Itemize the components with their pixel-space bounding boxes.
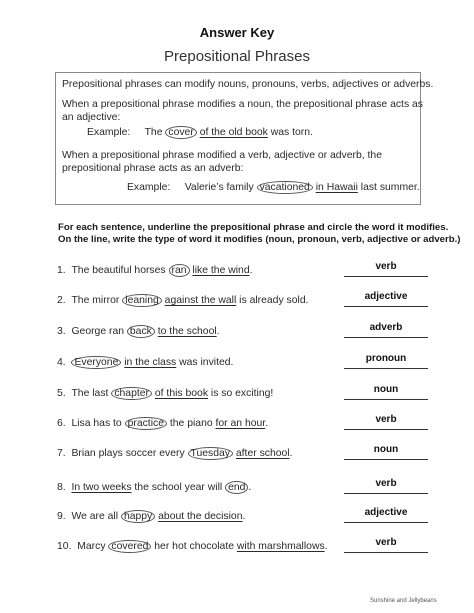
- answer-text: verb: [375, 414, 397, 425]
- example-1-phrase: of the old book: [199, 127, 268, 138]
- sentence-text: 9. We are all happy about the decision.: [57, 511, 246, 522]
- example-1-circled-word: cover: [165, 126, 196, 139]
- sentence-text: 5. The last chapter of this book is so exciting!: [57, 388, 274, 399]
- answer-text: verb: [375, 261, 397, 272]
- sentence-row: [0, 384, 474, 408]
- verb-rule-line-2: prepositional phrase acts as an adverb:: [62, 163, 244, 174]
- sentence-row: [0, 537, 474, 561]
- sentence-text: 6. Lisa has to practice the piano for an hour.: [57, 418, 269, 429]
- sentence-text: 4. Everyone in the class was invited.: [57, 357, 234, 368]
- answer-text: adjective: [364, 507, 408, 518]
- prepositional-phrase: like the wind: [192, 265, 250, 276]
- circled-word: happy: [121, 510, 155, 523]
- answer-text: noun: [373, 444, 399, 455]
- answer-text: verb: [375, 537, 397, 548]
- circled-word: back: [127, 325, 155, 338]
- explanation-box: [55, 72, 434, 205]
- sentence-text: 1. The beautiful horses ran like the wind.: [57, 265, 253, 276]
- circled-word: covered: [108, 540, 151, 553]
- prepositional-phrase: about the decision: [158, 511, 243, 522]
- sentence-text: 8. In two weeks the school year will end .: [57, 482, 252, 493]
- sentence-text: 10. Marcy covered her hot chocolate with marshmallows.: [57, 541, 328, 552]
- circled-word: ran: [169, 264, 190, 277]
- answer-line: [344, 493, 428, 494]
- answer-text: adverb: [369, 322, 403, 333]
- circled-word: Tuesday: [188, 447, 233, 460]
- answer-text: verb: [375, 478, 397, 489]
- example-1-pre: The: [144, 127, 166, 138]
- page-subtitle: Prepositional Phrases: [164, 48, 310, 65]
- example-2-label: Example:: [127, 182, 171, 193]
- answer-line: [344, 399, 428, 400]
- example-2-circled-word: vacationed: [257, 181, 313, 194]
- circled-word: chapter: [111, 387, 152, 400]
- answer-line: [344, 429, 428, 430]
- sentence-row: [0, 414, 474, 438]
- sentence-row: [0, 261, 474, 285]
- sentence-row: [0, 507, 474, 531]
- footer-credit: Sunshine and Jellybeans: [370, 598, 437, 604]
- prepositional-phrase: to the school: [157, 326, 217, 337]
- circled-word: Everyone: [71, 356, 121, 369]
- answer-line: [344, 276, 428, 277]
- example-1-label: Example:: [87, 127, 131, 138]
- example-2-post: last summer.: [357, 182, 420, 193]
- prepositional-phrase: after school: [235, 448, 290, 459]
- sentence-text: 3. George ran back to the school.: [57, 326, 220, 337]
- noun-rule-line-1: When a prepositional phrase modifies a noun, the prepositional phrase acts as: [62, 99, 424, 110]
- prepositional-phrase: in the class: [124, 357, 177, 368]
- instructions-line-1: For each sentence, underline the prepositional phrase and circle the word it modifies.: [58, 222, 449, 233]
- prepositional-phrase: In two weeks: [71, 482, 132, 493]
- prepositional-phrase: against the wall: [164, 295, 237, 306]
- sentence-row: [0, 353, 474, 377]
- sentence-row: [0, 444, 474, 468]
- example-2-pre: Valerie’s family: [184, 182, 257, 193]
- sentence-text: 7. Brian plays soccer every Tuesday after school.: [57, 448, 293, 459]
- instructions-line-2: On the line, write the type of word it modifies (noun, pronoun, verb, adjective or adverb.): [58, 234, 461, 245]
- answer-line: [344, 368, 428, 369]
- circled-word: leaning: [122, 294, 162, 307]
- prepositional-phrase: for an hour: [215, 418, 266, 429]
- sentence-text: 2. The mirror leaning against the wall is already sold.: [57, 295, 309, 306]
- answer-text: noun: [373, 384, 399, 395]
- example-2-phrase: in Hawaii: [315, 182, 358, 193]
- sentence-row: [0, 478, 474, 502]
- verb-rule-line-1: When a prepositional phrase modified a verb, adjective or adverb, the: [62, 150, 382, 161]
- intro-text: Prepositional phrases can modify nouns, pronouns, verbs, adjectives or adverbs.: [62, 79, 434, 90]
- example-1: [87, 126, 313, 139]
- answer-text: adjective: [364, 291, 408, 302]
- sentence-row: [0, 291, 474, 315]
- answer-line: [344, 522, 428, 523]
- noun-rule-line-2: an adjective:: [62, 112, 121, 123]
- prepositional-phrase: with marshmallows: [236, 541, 325, 552]
- sentence-row: [0, 322, 474, 346]
- circled-word: practice: [125, 417, 167, 430]
- answer-line: [344, 552, 428, 553]
- answer-line: [344, 306, 428, 307]
- prepositional-phrase: of this book: [154, 388, 209, 399]
- answer-line: [344, 459, 428, 460]
- page-title: Answer Key: [199, 25, 275, 40]
- example-2: [127, 181, 420, 194]
- example-1-post: was torn.: [267, 127, 313, 138]
- answer-text: pronoun: [365, 353, 407, 364]
- circled-word: end: [225, 481, 248, 494]
- answer-line: [344, 337, 428, 338]
